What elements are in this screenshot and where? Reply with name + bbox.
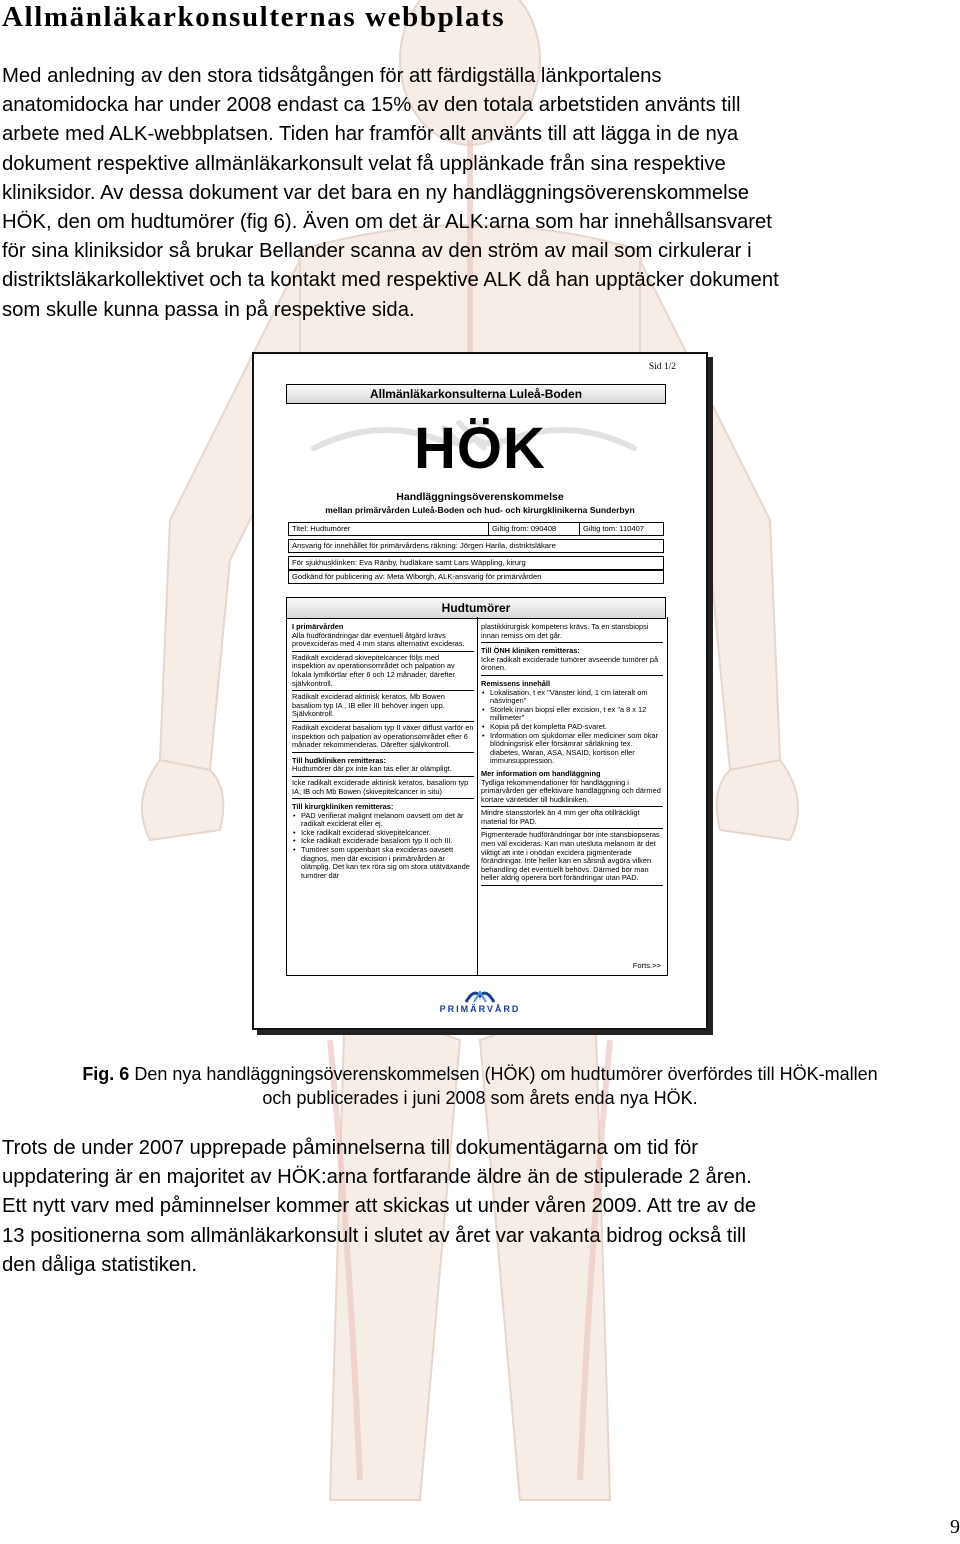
column-divider bbox=[477, 617, 478, 975]
document-subtitle-detail: mellan primärvården Luleå-Boden och hud- och kirurgklinikerna Sunderbyn bbox=[325, 505, 635, 515]
hok-document-figure bbox=[252, 352, 708, 1030]
document-continued-label: Forts.>> bbox=[632, 961, 661, 970]
document-page-label: Sid 1/2 bbox=[648, 362, 676, 372]
caption-text: Den nya handläggningsöverenskommelsen (HÖK) om hudtumörer överfördes till HÖK-mallen bbox=[129, 1064, 878, 1084]
document-meta-row-approved bbox=[288, 570, 664, 584]
document-subtitle: Handläggningsöverenskommelse bbox=[396, 491, 564, 503]
left-text: Radikalt exciderad aktinisk keratos, Mb Bowen basaliom typ IA , IB eller III behöver ingen upp. Självkontroll. bbox=[292, 693, 474, 722]
right-text: Tydliga rekommendationer för handläggning i primärvården ger effektivare handläggning och därmed kortare väntetider till hudkliniken. bbox=[481, 779, 663, 808]
text-line: Ett nytt varv med påminnelser kommer att skickas ut under våren 2009. Att tre av de bbox=[2, 1195, 757, 1218]
left-bullet: • Icke radikalt exciderad skivepitelcancer. bbox=[292, 829, 474, 838]
text-line: Trots de under 2007 upprepade påminnelserna till dokumentägarna om tid för bbox=[2, 1137, 698, 1159]
text-line: uppdatering är en majoritet av HÖK:arna fortfarande äldre än de stipulerade 2 åren. bbox=[2, 1166, 752, 1189]
left-text: Icke radikalt exciderade aktinisk keratos, basaliom typ IA, IB och Mb Bowen (skivepitelcancer in situ) bbox=[292, 779, 474, 799]
text-line: 13 positionerna som allmänläkarkonsult i slutet av året var vakanta bidrog också till bbox=[2, 1224, 747, 1247]
meta-valid-from: Giltig from: 090408 bbox=[488, 523, 580, 535]
page-number: 9 bbox=[950, 1516, 960, 1538]
left-heading-dermatology: Till hudkliniken remitteras: bbox=[292, 755, 386, 765]
left-bullet: • PAD verifierat malignt melanom oavsett om det är radikalt exciderat eller ej. bbox=[292, 812, 474, 829]
left-heading-primary-care: I primärvården bbox=[292, 622, 344, 631]
right-bullet: • Kopia på det kompletta PAD-svaret. bbox=[481, 723, 663, 732]
meta-approved: Godkänd för publicering av: Meta Wiborgh, ALK-ansvarig för primärvården bbox=[292, 572, 542, 581]
text-line: anatomidocka har under 2008 endast ca 15% av den totala arbetstiden använts till bbox=[2, 94, 741, 117]
meta-responsible: Ansvarig för innehållet för primärvårdens räkning: Jörgen Harila, distriktsläkare bbox=[292, 541, 556, 550]
right-heading-referral: Remissens innehåll bbox=[481, 678, 551, 688]
text-line: distriktsläkarkollektivet och ta kontakt med respektive ALK då han upptäcker dokument bbox=[2, 269, 779, 292]
document-section-band: Hudtumörer bbox=[286, 597, 666, 619]
meta-title: Titel: Hudtumörer bbox=[292, 524, 351, 533]
right-heading-more-info: Mer information om handläggning bbox=[481, 768, 601, 778]
text-line: för sina kliniksidor så brukar Bellander scanna av den ström av mail som cirkulerar i bbox=[2, 240, 752, 263]
right-bullet: • Lokalisation, t ex "Vänster kind, 1 cm lateralt om näsvingen" bbox=[481, 689, 663, 706]
meta-valid-to: Giltig tom: 110407 bbox=[579, 523, 663, 535]
document-meta-row-title bbox=[288, 522, 664, 536]
text-line: Med anledning av den stora tidsåtgången för att färdigställa länkportalens bbox=[2, 65, 662, 87]
meta-hospital: För sjukhusklinken: Eva Ränby, hudläkare samt Lars Wäppling, kirurg bbox=[292, 558, 526, 567]
right-bullet: • Information om sjukdomar eller mediciner som ökar blödningsrisk eller försämrar sårläkning tex. diabetes, Waran, ASA, NSAID, kortison eller immunsuppression. bbox=[481, 732, 663, 766]
text-line: dokument respektive allmänläkarkonsult velat få upplänkade från sina respektive bbox=[2, 152, 726, 175]
right-text: plastikkirurgisk kompetens krävs. Ta en stansbiopsi innan remiss om det går. bbox=[481, 623, 663, 643]
page-heading: Allmänläkarkonsulternas webbplats bbox=[2, 1, 506, 33]
document-big-title: HÖK bbox=[414, 416, 546, 481]
document-left-column bbox=[292, 623, 474, 880]
left-bullet: • Icke radikalt exciderade basaliom typ II och III. bbox=[292, 837, 474, 846]
primarvard-logo bbox=[254, 986, 706, 1014]
primarvard-logo-text: PRIMÄRVÅRD bbox=[439, 1004, 521, 1014]
text-line: HÖK, den om hudtumörer (fig 6). Även om det är ALK:arna som har innehållsansvaret bbox=[2, 211, 772, 234]
right-text: Icke radikalt exciderade tumörer avseende tumörer på öronen. bbox=[481, 656, 663, 676]
intro-paragraph bbox=[2, 62, 779, 325]
caption-line bbox=[0, 1062, 960, 1086]
text-line: som skulle kunna passa in på respektive sida. bbox=[2, 298, 415, 321]
figure-label: Fig. 6 bbox=[82, 1064, 130, 1084]
document-right-column bbox=[481, 623, 663, 888]
closing-paragraph bbox=[2, 1134, 756, 1280]
left-text: Radikalt exciderad skivepitelcancer följs med inspektion av operationsområdet och palpation av lokala lymfkörtlar efter 6 och 12 månader, därefter självkontroll. bbox=[292, 654, 474, 691]
right-bullet: • Storlek innan biopsi eller excision, t ex "a 8 x 12 millimeter" bbox=[481, 706, 663, 723]
right-text: Pigmenterade hudförändringar bör inte stansbiopseras men väl excideras. Kan man utesluta melanom är det viktigt att inte i onödan excidera pigmenterade förändringar. Inte heller kan en sårsnå avgöra vilken behandling det eventuellt behövs. Därmed bör man heller aldrig operera bort förändringar utan PAD. bbox=[481, 831, 663, 886]
right-text: Mindre stansstorlek än 4 mm ger ofta otillräckligt material för PAD. bbox=[481, 809, 663, 829]
left-text: Alla hudförändringar där eventuell åtgärd krävs provexcideras med 4 mm stans alternativt excideras. bbox=[292, 632, 474, 652]
document-meta-row-hospital bbox=[288, 556, 664, 570]
left-bullet: • Tumörer som uppenbart ska excideras oavsett diagnos, men där excision i primärvården är olämplig. Det kan tex röra sig om stora utätväxande tumörer där bbox=[292, 846, 474, 880]
text-line: den dåliga statistiken. bbox=[2, 1253, 198, 1276]
left-text: Hudtumörer där px inte kan tas eller är olämpligt. bbox=[292, 765, 474, 777]
document-org-band: Allmänläkarkonsulterna Luleå-Boden bbox=[286, 384, 666, 404]
primarvard-logo-icon bbox=[460, 986, 500, 1004]
right-heading-ent: Till ÖNH kliniken remitteras: bbox=[481, 646, 580, 656]
text-line: arbete med ALK-webbplatsen. Tiden har framför allt använts till att lägga in de nya bbox=[2, 123, 739, 146]
left-text: Radikalt exciderat basaliom typ II växer diffust varför en inspektion och palpation av operationsområdet efter 6 månader rekommenderas. Därefter självkontroll. bbox=[292, 724, 474, 753]
document-meta-row-responsible bbox=[288, 539, 664, 553]
figure-caption bbox=[0, 1062, 960, 1110]
left-heading-surgery: Till kirurgkliniken remitteras: bbox=[292, 802, 394, 812]
document-columns bbox=[286, 617, 668, 976]
caption-line: och publicerades i juni 2008 som årets enda nya HÖK. bbox=[262, 1088, 698, 1108]
text-line: kliniksidor. Av dessa dokument var det bara en ny handläggningsöverenskommelse bbox=[2, 181, 750, 204]
